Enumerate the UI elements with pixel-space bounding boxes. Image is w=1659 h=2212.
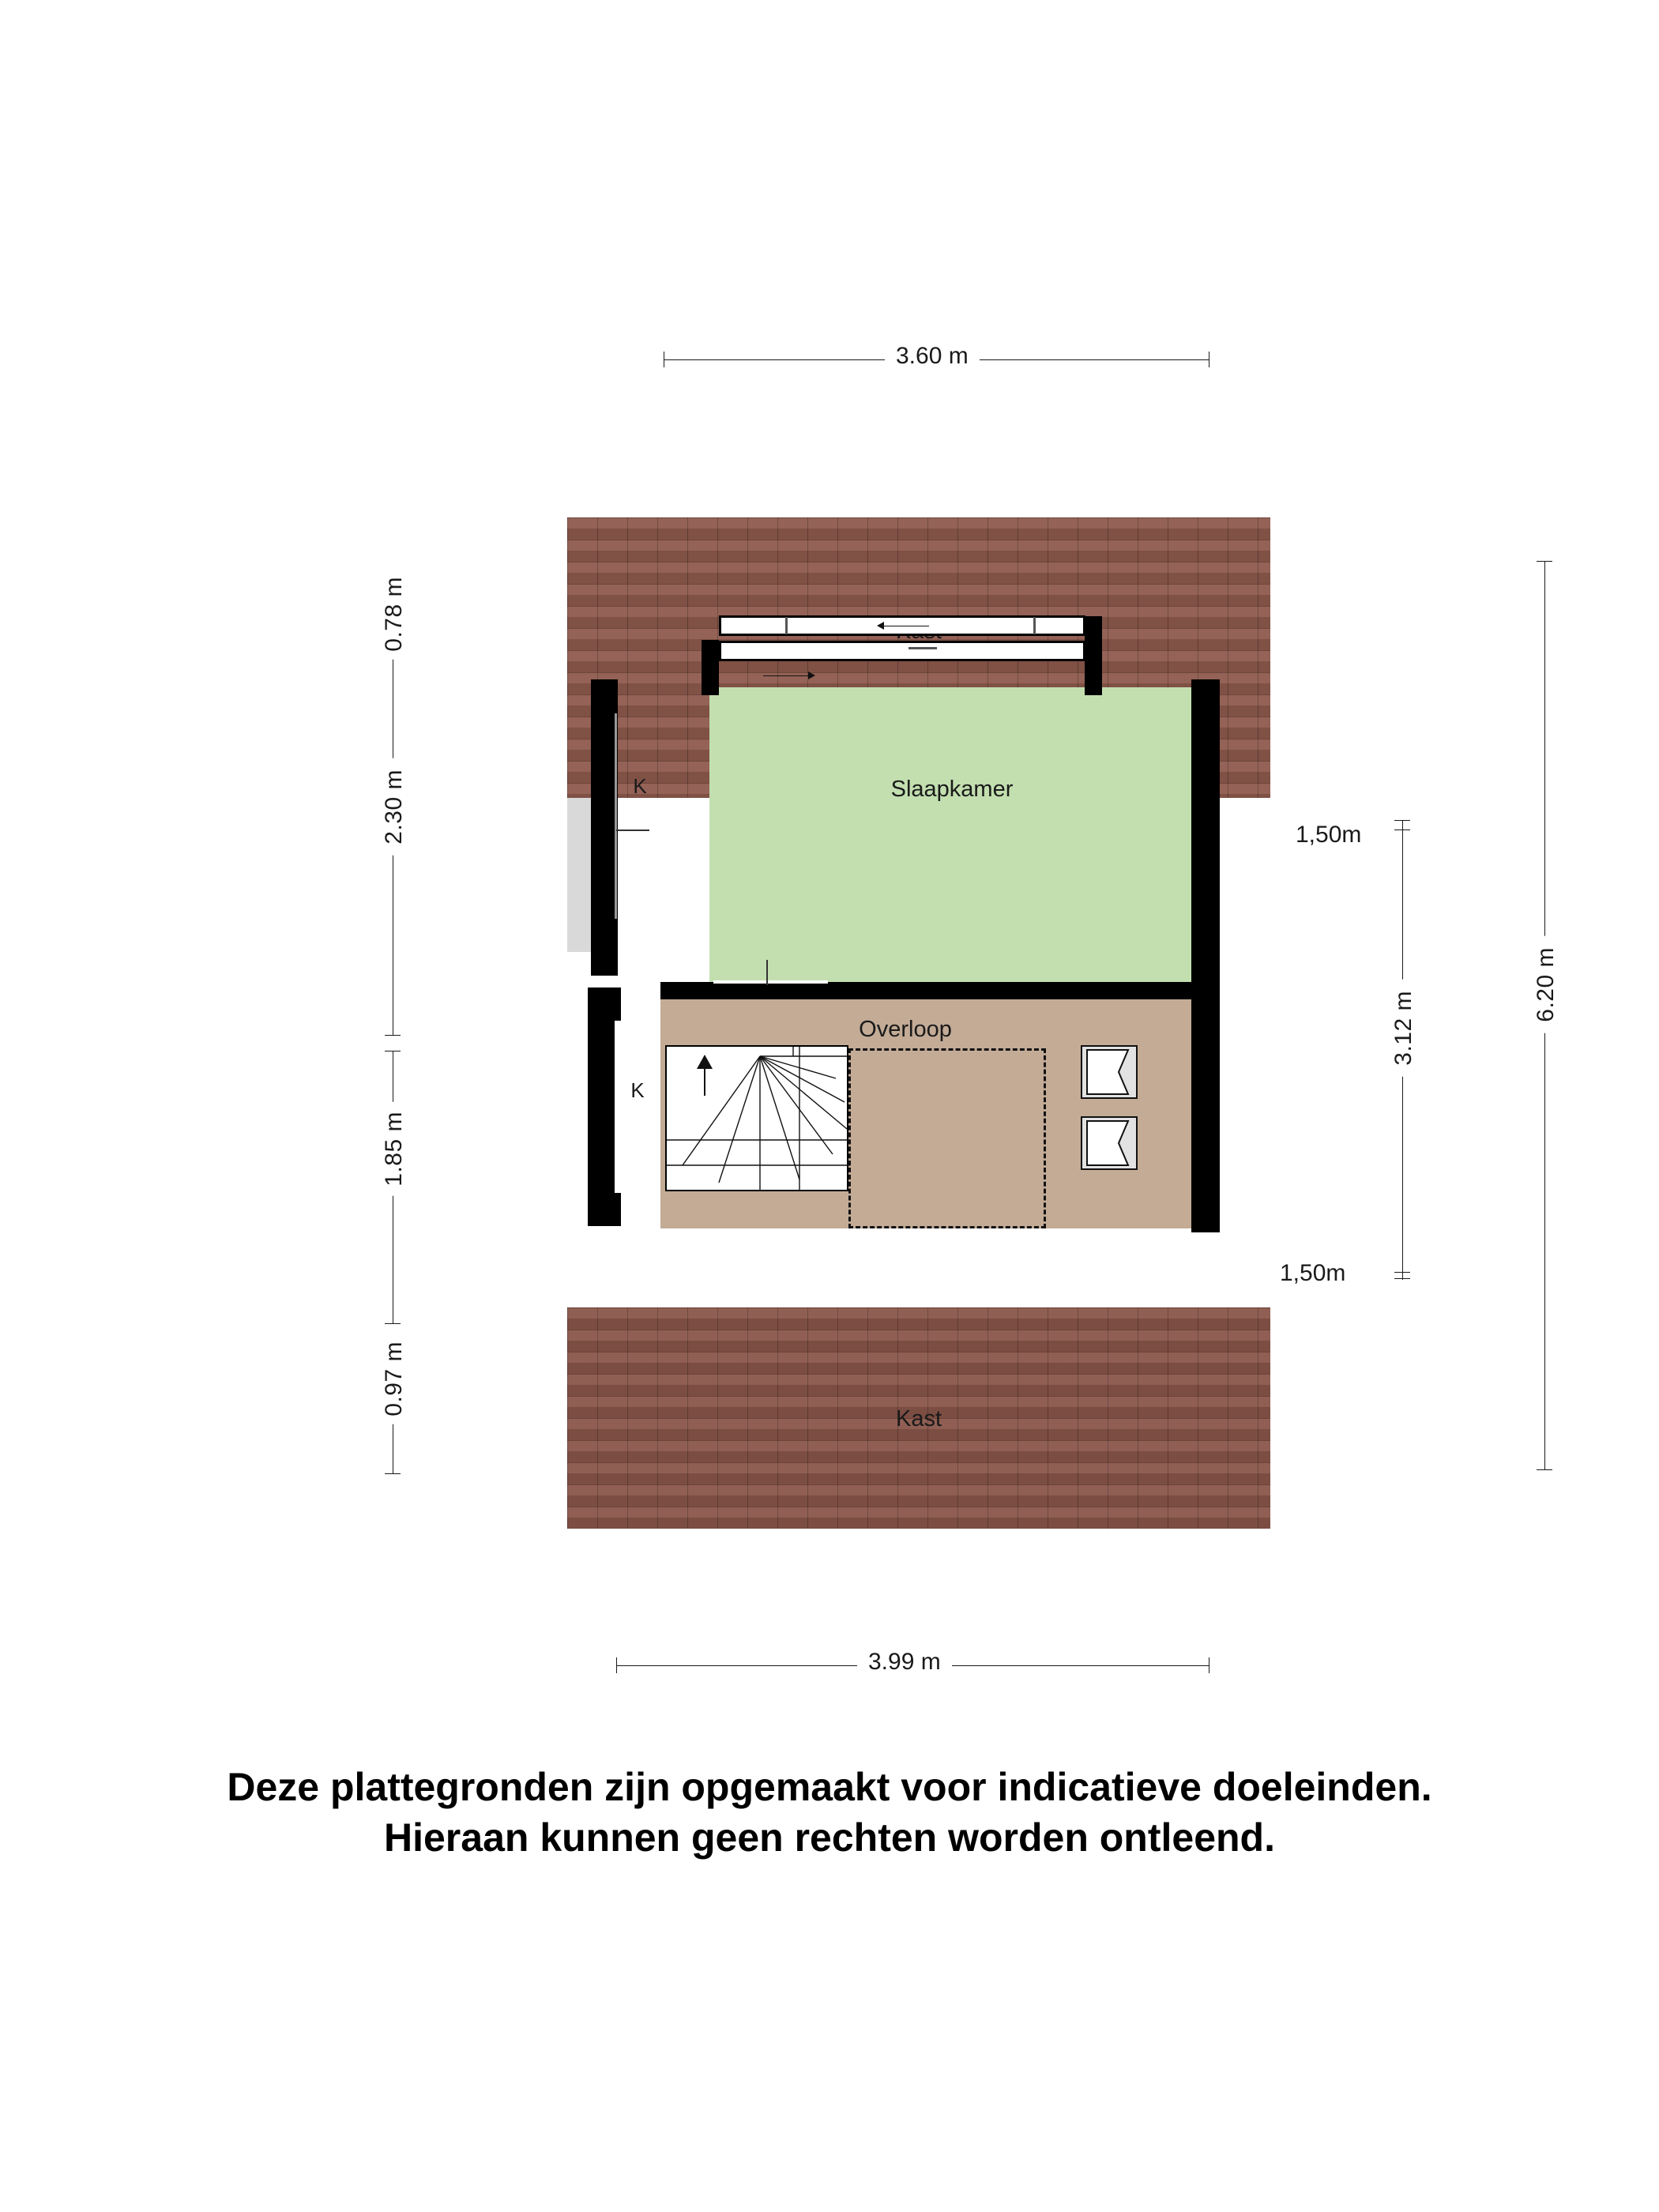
window-slide-arrow-left-head bbox=[877, 622, 884, 630]
right-mid-dimension-label: 3.12 m bbox=[1390, 980, 1417, 1077]
left-total-dimension-label: 2.30 m bbox=[381, 758, 408, 856]
right-upper-tick bbox=[1394, 820, 1410, 821]
left-mid-dimension-label: 1.85 m bbox=[381, 1102, 408, 1196]
dormer-window-lower bbox=[719, 641, 1085, 661]
dormer-window-upper-mull-1 bbox=[785, 617, 788, 634]
right-upper-dimension-label: 1,50m bbox=[1296, 822, 1362, 848]
left-lower-tick-bottom bbox=[385, 1473, 401, 1474]
left-total-tick-bottom bbox=[385, 1035, 401, 1036]
wall-left-lower bbox=[588, 1015, 615, 1221]
roof-window-upper-symbol bbox=[1082, 1047, 1136, 1097]
closet-k1-door-leaf bbox=[615, 713, 617, 919]
right-upper-dimension-line bbox=[1402, 820, 1403, 836]
closet-k1-label: K bbox=[633, 774, 647, 798]
bedroom-door-opening bbox=[713, 980, 828, 984]
right-lower-dimension-label: 1,50m bbox=[1280, 1260, 1346, 1286]
top-dimension-label: 3.60 m bbox=[885, 343, 980, 370]
staircase bbox=[665, 1045, 848, 1191]
stair-void-outline bbox=[848, 1048, 1046, 1228]
right-lower-dimension-line bbox=[1402, 1264, 1403, 1280]
roof-window-lower bbox=[1081, 1116, 1138, 1170]
floorplan-drawing bbox=[567, 517, 1270, 1529]
roof-window-upper bbox=[1081, 1045, 1138, 1099]
disclaimer bbox=[0, 1762, 1659, 1863]
right-total-dimension-label: 6.20 m bbox=[1533, 936, 1559, 1033]
right-total-tick-top bbox=[1537, 561, 1552, 562]
disclaimer-line-2: Hieraan kunnen geen rechten worden ontleend. bbox=[384, 1815, 1275, 1860]
wall-left-upper bbox=[591, 679, 618, 976]
bottom-dimension-label: 3.99 m bbox=[857, 1649, 952, 1676]
dormer-window-lower-mull bbox=[908, 647, 937, 649]
dormer-window-upper-mull-2 bbox=[1033, 617, 1036, 634]
closet-k2-label: K bbox=[630, 1078, 645, 1102]
room-slaapkamer bbox=[709, 687, 1191, 995]
wall-right bbox=[1191, 679, 1220, 1232]
room-label-slaapkamer: Slaapkamer bbox=[890, 777, 1014, 802]
stairs-treads bbox=[667, 1047, 850, 1193]
right-total-tick-bottom bbox=[1537, 1469, 1552, 1470]
wall-dormer-left bbox=[702, 640, 719, 695]
right-lower-tick bbox=[1394, 1278, 1410, 1279]
closet-label-bottom: Kast bbox=[895, 1406, 942, 1431]
wall-block-b bbox=[588, 1193, 621, 1226]
bottom-dimension-tick-left bbox=[616, 1657, 617, 1673]
window-slide-arrow-right-head bbox=[808, 672, 815, 679]
roof-window-lower-symbol bbox=[1082, 1118, 1136, 1168]
wall-block-a bbox=[588, 988, 621, 1021]
left-mid-tick-bottom bbox=[385, 1323, 401, 1324]
left-upper-dimension-label: 0.78 m bbox=[381, 569, 408, 660]
closet-k1-door-swing bbox=[616, 830, 649, 831]
disclaimer-line-1: Deze plattegronden zijn opgemaakt voor indicatieve doeleinden. bbox=[227, 1765, 1432, 1809]
wall-dormer-right bbox=[1085, 616, 1102, 695]
window-slide-arrow-right-line bbox=[763, 675, 811, 676]
wall-bedroom-landing bbox=[660, 982, 1191, 999]
left-lower-dimension-label: 0.97 m bbox=[381, 1334, 408, 1424]
bedroom-door-leaf bbox=[766, 960, 768, 985]
room-label-overloop: Overloop bbox=[859, 1017, 952, 1042]
